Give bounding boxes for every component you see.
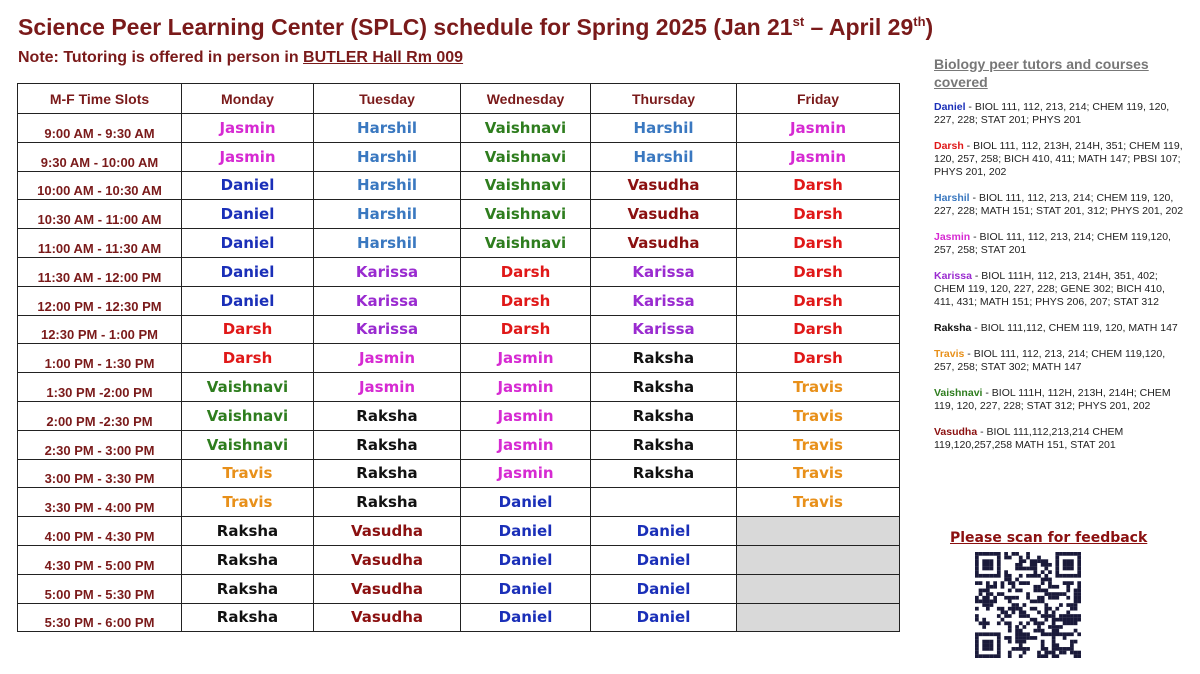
tutor-cell: Darsh	[461, 257, 591, 286]
tutor-cell: Vasudha	[591, 200, 737, 229]
time-slot-cell: 4:00 PM - 4:30 PM	[18, 517, 182, 546]
table-row	[18, 229, 900, 258]
time-slot-cell: 2:30 PM - 3:00 PM	[18, 430, 182, 459]
column-header-monday: Monday	[182, 84, 314, 114]
table-row	[18, 459, 900, 488]
tutor-cell: Daniel	[182, 171, 314, 200]
tutor-cell: Darsh	[737, 200, 900, 229]
tutor-cell: Daniel	[182, 200, 314, 229]
table-row	[18, 517, 900, 546]
tutor-cell: Raksha	[591, 459, 737, 488]
tutor-cell: Travis	[737, 459, 900, 488]
tutor-courses-item	[934, 270, 1184, 309]
tutor-cell: Karissa	[314, 257, 461, 286]
tutor-cell: Darsh	[461, 286, 591, 315]
tutor-cell: Vaishnavi	[182, 430, 314, 459]
tutor-cell: Raksha	[182, 603, 314, 632]
tutor-cell: Vaishnavi	[182, 401, 314, 430]
column-header-thursday: Thursday	[591, 84, 737, 114]
tutor-cell: Vasudha	[314, 545, 461, 574]
tutor-cell: Raksha	[314, 430, 461, 459]
tutor-cell: Vasudha	[314, 603, 461, 632]
table-row	[18, 315, 900, 344]
tutor-cell: Jasmin	[461, 373, 591, 402]
tutor-name: Jasmin	[934, 231, 971, 243]
time-slot-cell: 9:30 AM - 10:00 AM	[18, 142, 182, 171]
table-row	[18, 142, 900, 171]
tutor-cell: Raksha	[182, 574, 314, 603]
time-slot-cell: 10:00 AM - 10:30 AM	[18, 171, 182, 200]
table-row	[18, 171, 900, 200]
time-slot-cell: 3:00 PM - 3:30 PM	[18, 459, 182, 488]
tutor-cell: Vasudha	[591, 171, 737, 200]
tutor-cell: Travis	[182, 488, 314, 517]
tutor-cell: Raksha	[591, 401, 737, 430]
tutor-courses-item	[934, 426, 1184, 452]
tutor-cell: Harshil	[314, 229, 461, 258]
tutor-cell: Jasmin	[314, 373, 461, 402]
tutor-courses-item	[934, 140, 1184, 179]
tutor-name: Daniel	[934, 101, 966, 113]
time-slot-cell: 1:00 PM - 1:30 PM	[18, 344, 182, 373]
tutor-cell	[737, 603, 900, 632]
table-row	[18, 401, 900, 430]
feedback-label: Please scan for feedback	[950, 530, 1148, 546]
time-slot-cell: 5:00 PM - 5:30 PM	[18, 574, 182, 603]
time-slot-cell: 10:30 AM - 11:00 AM	[18, 200, 182, 229]
tutor-cell: Harshil	[314, 171, 461, 200]
time-slot-cell: 4:30 PM - 5:00 PM	[18, 545, 182, 574]
tutor-courses-text: - BIOL 111, 112, 213, 214; CHEM 119, 120, 227, 228; MATH 151; STAT 201, 312; PHYS 201, 202	[934, 192, 1184, 217]
tutor-cell: Karissa	[314, 315, 461, 344]
tutor-cell: Jasmin	[182, 114, 314, 143]
tutor-cell: Travis	[737, 430, 900, 459]
tutor-cell: Vasudha	[314, 517, 461, 546]
tutor-cell: Darsh	[737, 257, 900, 286]
tutor-cell: Raksha	[182, 517, 314, 546]
tutor-courses-item	[934, 348, 1184, 374]
tutor-cell: Daniel	[591, 517, 737, 546]
tutor-name: Karissa	[934, 270, 972, 282]
tutor-cell: Vaishnavi	[461, 229, 591, 258]
time-slot-cell: 9:00 AM - 9:30 AM	[18, 114, 182, 143]
column-header-tuesday: Tuesday	[314, 84, 461, 114]
tutor-name: Vasudha	[934, 426, 978, 438]
tutor-name: Harshil	[934, 192, 970, 204]
tutor-cell: Vasudha	[591, 229, 737, 258]
tutor-cell: Jasmin	[461, 344, 591, 373]
table-row	[18, 373, 900, 402]
tutor-cell: Vaishnavi	[461, 142, 591, 171]
table-row	[18, 257, 900, 286]
tutor-courses-heading: Biology peer tutors and courses covered	[934, 56, 1149, 90]
tutor-cell: Karissa	[314, 286, 461, 315]
tutor-cell: Daniel	[461, 488, 591, 517]
tutor-cell: Travis	[182, 459, 314, 488]
tutor-cell: Jasmin	[461, 459, 591, 488]
tutor-cell: Raksha	[314, 459, 461, 488]
tutor-cell: Karissa	[591, 257, 737, 286]
tutor-courses-text: - BIOL 111, 112, 213H, 214H, 351; CHEM 119, 120, 257, 258; BICH 410, 411; MATH 147; PBSI 107; PHYS 201, 202	[934, 140, 1183, 178]
tutor-cell: Daniel	[182, 257, 314, 286]
tutor-courses-panel	[934, 55, 1184, 465]
table-row	[18, 344, 900, 373]
table-row	[18, 200, 900, 229]
tutor-courses-text: - BIOL 111, 112, 213, 214; CHEM 119,120, 257, 258; STAT 201	[934, 231, 1171, 256]
schedule-table	[17, 83, 900, 632]
tutor-cell: Jasmin	[737, 114, 900, 143]
time-slot-cell: 5:30 PM - 6:00 PM	[18, 603, 182, 632]
tutor-cell: Harshil	[591, 114, 737, 143]
tutor-cell: Harshil	[314, 114, 461, 143]
time-slot-cell: 11:30 AM - 12:00 PM	[18, 257, 182, 286]
tutor-cell: Raksha	[591, 373, 737, 402]
tutor-courses-text: - BIOL 111, 112, 213, 214; CHEM 119,120, 257, 258; STAT 302; MATH 147	[934, 348, 1166, 373]
tutor-cell: Raksha	[591, 430, 737, 459]
table-row	[18, 488, 900, 517]
tutor-name: Travis	[934, 348, 965, 360]
tutor-cell: Vasudha	[314, 574, 461, 603]
tutor-name: Darsh	[934, 140, 964, 152]
tutor-cell: Jasmin	[461, 401, 591, 430]
schedule-header-row	[18, 84, 900, 114]
tutor-courses-item	[934, 322, 1184, 335]
tutor-cell: Jasmin	[314, 344, 461, 373]
column-header-time-slots: M-F Time Slots	[18, 84, 182, 114]
tutor-courses-text: - BIOL 111, 112, 213, 214; CHEM 119, 120, 227, 228; STAT 201; PHYS 201	[934, 101, 1170, 126]
tutor-cell: Raksha	[314, 401, 461, 430]
tutor-cell: Darsh	[737, 315, 900, 344]
table-row	[18, 574, 900, 603]
time-slot-cell: 12:30 PM - 1:00 PM	[18, 315, 182, 344]
column-header-friday: Friday	[737, 84, 900, 114]
tutor-cell	[737, 574, 900, 603]
tutor-name: Vaishnavi	[934, 387, 983, 399]
time-slot-cell: 12:00 PM - 12:30 PM	[18, 286, 182, 315]
tutor-cell: Daniel	[461, 603, 591, 632]
tutor-cell: Karissa	[591, 315, 737, 344]
tutor-cell: Daniel	[461, 574, 591, 603]
tutor-cell: Daniel	[461, 517, 591, 546]
table-row	[18, 430, 900, 459]
tutor-cell: Daniel	[591, 545, 737, 574]
tutor-cell: Jasmin	[182, 142, 314, 171]
tutor-cell: Raksha	[314, 488, 461, 517]
tutor-cell: Jasmin	[461, 430, 591, 459]
tutor-cell: Daniel	[461, 545, 591, 574]
tutor-courses-item	[934, 387, 1184, 413]
tutor-courses-text: - BIOL 111H, 112H, 213H, 214H; CHEM 119, 120, 227, 228; STAT 312; PHYS 201, 202	[934, 387, 1171, 412]
location-note: Note: Tutoring is offered in person in BUTLER Hall Rm 009	[18, 49, 464, 66]
tutor-cell: Harshil	[314, 200, 461, 229]
tutor-cell: Vaishnavi	[182, 373, 314, 402]
tutor-cell: Vaishnavi	[461, 200, 591, 229]
tutor-cell: Darsh	[461, 315, 591, 344]
location-text: BUTLER Hall Rm 009	[303, 49, 464, 66]
tutor-cell: Daniel	[591, 603, 737, 632]
tutor-courses-item	[934, 101, 1184, 127]
tutor-name: Raksha	[934, 322, 972, 334]
tutor-courses-item	[934, 231, 1184, 257]
tutor-cell: Jasmin	[737, 142, 900, 171]
table-row	[18, 114, 900, 143]
tutor-cell: Travis	[737, 401, 900, 430]
tutor-cell: Harshil	[591, 142, 737, 171]
tutor-cell	[591, 488, 737, 517]
time-slot-cell: 11:00 AM - 11:30 AM	[18, 229, 182, 258]
tutor-cell: Harshil	[314, 142, 461, 171]
tutor-cell: Darsh	[182, 315, 314, 344]
table-row	[18, 545, 900, 574]
tutor-cell	[737, 545, 900, 574]
tutor-courses-text: - BIOL 111,112, CHEM 119, 120, MATH 147	[971, 322, 1178, 334]
tutor-cell: Daniel	[182, 229, 314, 258]
tutor-courses-text: - BIOL 111H, 112, 213, 214H, 351, 402; CHEM 119, 120, 227, 228; GENE 302; BICH 410, 411, 431; MATH 151; PHYS 206, 207; STAT 312	[934, 270, 1165, 308]
tutor-cell: Travis	[737, 373, 900, 402]
time-slot-cell: 1:30 PM -2:00 PM	[18, 373, 182, 402]
tutor-cell: Vaishnavi	[461, 171, 591, 200]
tutor-cell: Travis	[737, 488, 900, 517]
column-header-wednesday: Wednesday	[461, 84, 591, 114]
tutor-courses-list	[934, 101, 1184, 452]
table-row	[18, 603, 900, 632]
tutor-cell: Vaishnavi	[461, 114, 591, 143]
tutor-cell: Daniel	[591, 574, 737, 603]
tutor-cell: Darsh	[737, 171, 900, 200]
tutor-cell: Raksha	[182, 545, 314, 574]
page-title: Science Peer Learning Center (SPLC) schedule for Spring 2025 (Jan 21st – April 29th)	[18, 14, 934, 40]
tutor-courses-text: - BIOL 111,112,213,214 CHEM 119,120,257,258 MATH 151, STAT 201	[934, 426, 1124, 451]
time-slot-cell: 2:00 PM -2:30 PM	[18, 401, 182, 430]
tutor-cell: Darsh	[737, 344, 900, 373]
tutor-cell: Darsh	[182, 344, 314, 373]
tutor-cell: Darsh	[737, 286, 900, 315]
tutor-courses-item	[934, 192, 1184, 218]
qr-code-icon[interactable]	[975, 552, 1081, 658]
table-row	[18, 286, 900, 315]
tutor-cell: Karissa	[591, 286, 737, 315]
tutor-cell: Raksha	[591, 344, 737, 373]
tutor-cell: Daniel	[182, 286, 314, 315]
time-slot-cell: 3:30 PM - 4:00 PM	[18, 488, 182, 517]
tutor-cell	[737, 517, 900, 546]
tutor-cell: Darsh	[737, 229, 900, 258]
